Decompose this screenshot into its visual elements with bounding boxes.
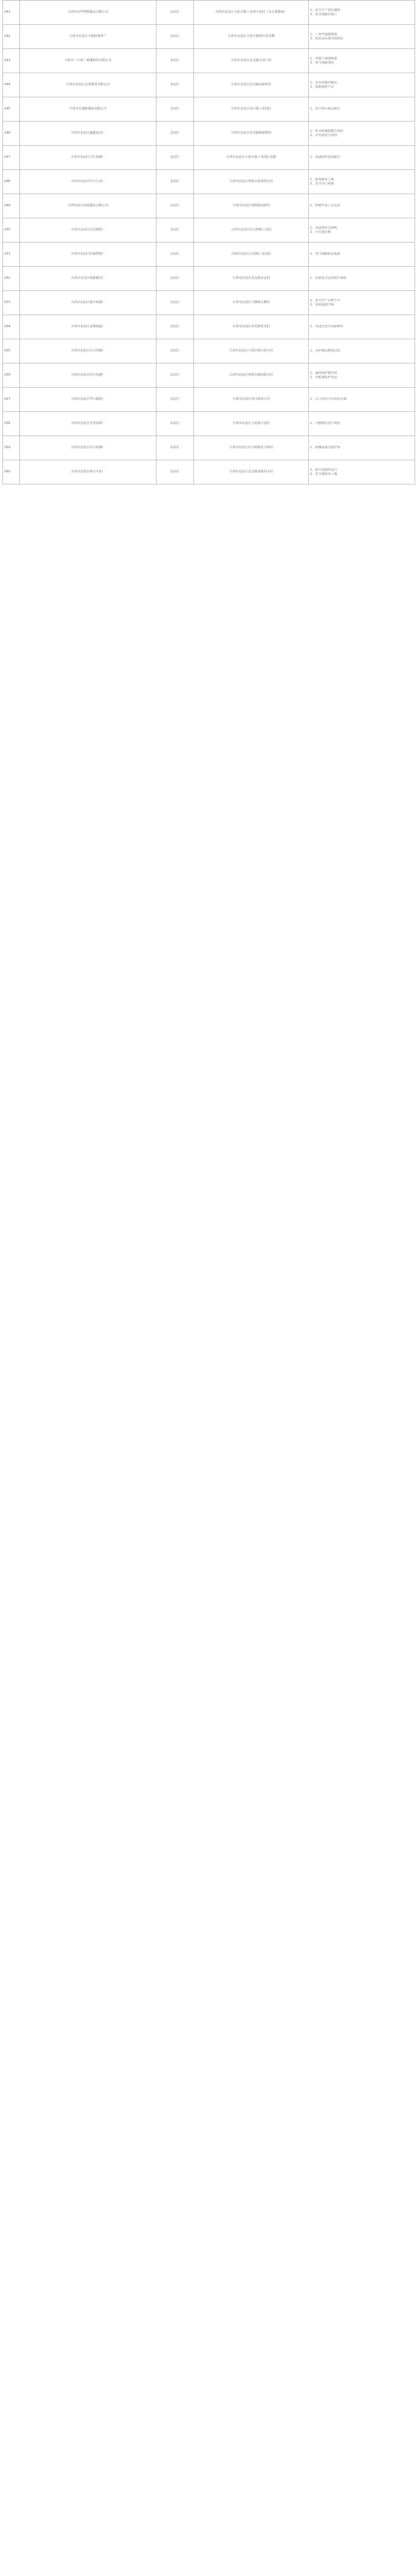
address: 天津市北辰区大张庄镇大张庄村 [194, 339, 309, 364]
issue-note-line: 1、厂房外通道堵塞 [310, 32, 337, 36]
district: 北辰区 [157, 412, 194, 436]
table-row [3, 291, 415, 315]
address: 天津市北辰区北仓镇东丽村东 [194, 73, 309, 97]
address: 天津市北辰区小淀镇小淀村 [194, 412, 309, 436]
issue-note-line: 1、特种作业人员无证 [310, 204, 340, 207]
company-name: 天津市北辰区力生机械厂 [20, 146, 157, 170]
issue-note-line: 2、未配备防护用品 [310, 375, 337, 379]
table-row [3, 412, 415, 436]
issue-note-line: 2、消防通道不畅 [310, 302, 334, 307]
row-number: 249 [3, 194, 20, 218]
table-row [3, 436, 415, 460]
issue-note-line: 1、仓库物品堆放过高 [310, 349, 340, 353]
address: 天津市北辰区宜兴埠镇宜兴埠村 [194, 436, 309, 460]
table-row [3, 267, 415, 291]
issue-notes [309, 49, 415, 73]
table-row [3, 73, 415, 97]
district: 北辰区 [157, 97, 194, 122]
issue-notes [309, 194, 415, 218]
issue-note-line: 1、设备防护装置缺失 [310, 155, 340, 159]
issue-note-line: 1、未设置应急照明 [310, 226, 337, 230]
company-name: 天津市宏华塑料制品有限公司 [20, 1, 157, 25]
row-number: 254 [3, 315, 20, 339]
address: 天津市北辰区双口镇工业园区 [194, 97, 309, 122]
district: 北辰区 [157, 146, 194, 170]
issue-notes [309, 267, 415, 291]
row-number: 253 [3, 291, 20, 315]
company-name: 天津市北辰区永兴印刷厂 [20, 339, 157, 364]
address: 天津市北辰区大张庄镇韩庄村北侧 [194, 25, 309, 49]
issue-note-line: 1、危险化学品管理不规范 [310, 276, 347, 280]
issue-notes [309, 25, 415, 49]
company-name: 天津市北辰区利源模具厂 [20, 267, 157, 291]
row-number: 250 [3, 218, 20, 243]
issue-note-line: 1、配电箱未上锁 [310, 177, 334, 181]
address: 天津市北辰区北仓镇北仓村 [194, 267, 309, 291]
issue-notes [309, 364, 415, 388]
row-number: 257 [3, 388, 20, 412]
table-row [3, 364, 415, 388]
issue-note-line: 2、危化品存放未按规定 [310, 36, 344, 41]
issue-notes [309, 315, 415, 339]
table-row [3, 25, 415, 49]
district: 北辰区 [157, 436, 194, 460]
issue-note-line: 1、除尘设施未运行 [310, 468, 337, 472]
district: 北辰区 [157, 73, 194, 97]
row-number: 242 [3, 25, 20, 49]
address: 天津市北辰区双口镇双口村 [194, 388, 309, 412]
table-row [3, 339, 415, 364]
issue-note-line: 2、安全设施未建立 [310, 12, 337, 16]
table-row [3, 243, 415, 267]
issue-notes [309, 1, 415, 25]
address: 天津市北辰区大张庄镇工业园区东路 [194, 146, 309, 170]
district: 北辰区 [157, 218, 194, 243]
district: 北辰区 [157, 460, 194, 484]
issue-note-line: 2、安全出口堵塞 [310, 181, 334, 186]
company-name: 天津市北辰区同力电器厂 [20, 364, 157, 388]
company-name: 天津市（天津）德诚科技有限公司 [20, 49, 157, 73]
table-row [3, 1, 415, 25]
table-row [3, 97, 415, 122]
issue-notes [309, 170, 415, 194]
issue-notes [309, 97, 415, 122]
issue-note-line: 1、安全警示标志缺失 [310, 107, 340, 111]
row-number: 251 [3, 243, 20, 267]
issue-note-line: 2、消防器材不足 [310, 85, 334, 89]
address: 天津市北辰区宜兴埠镇工业园 [194, 218, 309, 243]
issue-note-line: 2、未开展安全培训 [310, 133, 337, 137]
company-name: 天津市北辰区金泰建材有限公司 [20, 73, 157, 97]
issue-note-line: 1、员工宿舍与车间未分离 [310, 397, 347, 401]
row-number: 244 [3, 73, 20, 97]
row-number: 241 [3, 1, 20, 25]
issue-notes [309, 460, 415, 484]
address: 天津市北辰区青光镇青光村 [194, 315, 309, 339]
row-number: 256 [3, 364, 20, 388]
row-number: 245 [3, 97, 20, 122]
issue-note-line: 1、安全生产台账不全 [310, 298, 340, 302]
district: 北辰区 [157, 122, 194, 146]
address: 天津市北辰区天穆镇天穆村 [194, 291, 309, 315]
company-name: 天津市北辰区金鼎铸造厂 [20, 315, 157, 339]
issue-notes [309, 146, 415, 170]
company-name: 天津市北辰区瑞丰纸箱厂 [20, 291, 157, 315]
address: 天津市北辰区北仓镇刘家码头村 [194, 460, 309, 484]
address: 天津市北辰区双街镇双街村 [194, 194, 309, 218]
row-number: 258 [3, 412, 20, 436]
company-name: 天津市北辰区新兴木业厂 [20, 460, 157, 484]
issue-note-line: 1、漏电保护器失效 [310, 371, 337, 375]
address: 天津市北辰区小淀镇工业园区 [194, 243, 309, 267]
issue-note-line: 1、应急预案未制定 [310, 80, 337, 85]
enterprise-table [2, 0, 415, 484]
table-row [3, 194, 415, 218]
issue-notes [309, 388, 415, 412]
district: 北辰区 [157, 1, 194, 25]
company-name: 天津市北辰区华兴服装厂 [20, 388, 157, 412]
district: 北辰区 [157, 170, 194, 194]
issue-note-line: 2、电气线路老化 [310, 60, 334, 65]
table-row [3, 170, 415, 194]
district: 北辰区 [157, 315, 194, 339]
table-row [3, 49, 415, 73]
issue-notes [309, 436, 415, 460]
table-row [3, 388, 415, 412]
issue-note-line: 1、安全生产责任制度 [310, 8, 340, 12]
table-row [3, 146, 415, 170]
issue-note-line: 1、电气线路私拉乱接 [310, 252, 340, 256]
row-number: 243 [3, 49, 20, 73]
company-name: 天津市北辰区宏达钢管厂 [20, 218, 157, 243]
row-number: 252 [3, 267, 20, 291]
district: 北辰区 [157, 267, 194, 291]
issue-notes [309, 73, 415, 97]
district: 北辰区 [157, 339, 194, 364]
district: 北辰区 [157, 291, 194, 315]
issue-notes [309, 243, 415, 267]
address: 天津市北辰区西堤头镇刘快庄村 [194, 170, 309, 194]
issue-note-line: 1、未建立事故隐患 [310, 56, 337, 60]
table-body [3, 1, 415, 484]
issue-notes [309, 412, 415, 436]
district: 北辰区 [157, 25, 194, 49]
company-name: 天津市北辰区天源标准件厂 [20, 25, 157, 49]
row-number: 260 [3, 460, 20, 484]
issue-notes [309, 339, 415, 364]
company-name: 天津市辰兴包装制品有限公司 [20, 194, 157, 218]
company-name: 天津市北辰区中天五金厂 [20, 170, 157, 194]
company-name: 天津市北辰区东方机械厂 [20, 436, 157, 460]
district: 北辰区 [157, 388, 194, 412]
company-name: 天津市北辰区恒通塑胶厂 [20, 243, 157, 267]
district: 北辰区 [157, 194, 194, 218]
district: 北辰区 [157, 243, 194, 267]
issue-note-line: 2、灭火器过期 [310, 230, 331, 234]
address: 天津市北辰区大张庄镇工业园小淀村（北大堆路南） [194, 1, 309, 25]
address: 天津市北辰区西堤头镇西堤头村 [194, 364, 309, 388]
row-number: 247 [3, 146, 20, 170]
address: 天津市北辰区北仓镇大双口村 [194, 49, 309, 73]
table-row [3, 315, 415, 339]
row-number: 246 [3, 122, 20, 146]
district: 北辰区 [157, 364, 194, 388]
issue-note-line: 1、粉尘防爆措施不到位 [310, 129, 344, 133]
company-name: 天津市北辰区佳美涂料厂 [20, 412, 157, 436]
row-number: 248 [3, 170, 20, 194]
issue-note-line: 1、未进行安全风险辨识 [310, 325, 344, 328]
district: 北辰区 [157, 49, 194, 73]
issue-notes [309, 291, 415, 315]
table-row [3, 218, 415, 243]
table-row [3, 122, 415, 146]
row-number: 255 [3, 339, 20, 364]
company-name: 天津市宏盛纸制品有限公司 [20, 97, 157, 122]
company-name: 天津市北辰区鑫鑫家具厂 [20, 122, 157, 146]
issue-notes [309, 122, 415, 146]
issue-notes [309, 218, 415, 243]
table-row [3, 460, 415, 484]
issue-note-line: 2、安全制度未上墙 [310, 472, 337, 476]
issue-note-line: 1、机械设备无防护罩 [310, 446, 340, 449]
row-number: 259 [3, 436, 20, 460]
address: 天津市北辰区青光镇韩家墅村 [194, 122, 309, 146]
issue-note-line: 1、可燃物存放不规范 [310, 422, 340, 425]
